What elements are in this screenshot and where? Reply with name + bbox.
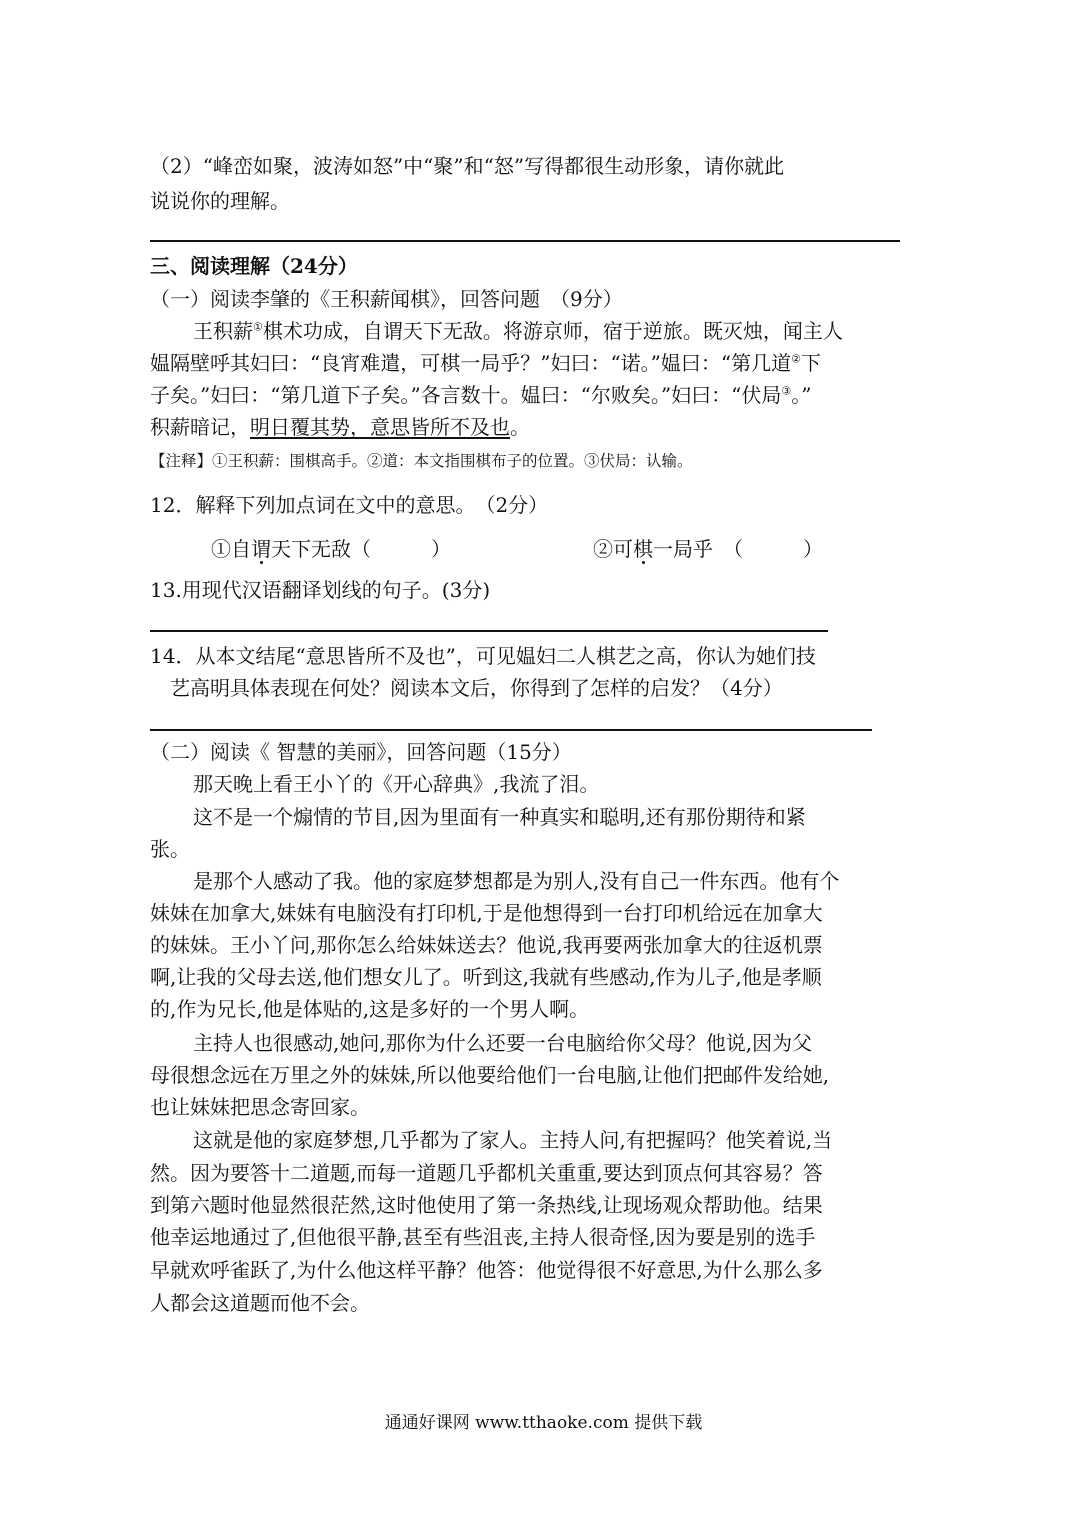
passage-2-line: 母很想念远在万里之外的妹妹,所以他要给他们一台电脑,让他们把邮件发给她, [150, 1063, 830, 1087]
passage-2-line: 那天晚上看王小丫的《开心辞典》,我流了泪。 [193, 772, 600, 796]
passage-1-line-4: 积薪暗记，明日覆其势，意思皆所不及也。 [150, 415, 530, 439]
passage-2-line: 主持人也很感动,她问,那你为什么还要一台电脑给你父母？他说,因为父 [193, 1031, 813, 1055]
annotation-note: 【注释】①王积薪：围棋高手。②道：本文指围棋布子的位置。③伏局：认输。 [150, 452, 693, 470]
question-12-item-2: ②可棋一局乎 （ ） [593, 537, 823, 561]
passage-2-line: 啊,让我的父母去送,他们想女儿了。听到这,我就有些感动,作为儿子,他是孝顺 [150, 965, 822, 989]
question-12-item-1: ①自谓天下无敌（ ） [211, 537, 451, 561]
part-1-title: （一）阅读李肇的《王积薪闻棋》，回答问题 （9分） [150, 287, 623, 311]
passage-1-line-1: 王积薪①棋术功成，自谓天下无敌。将游京师，宿于逆旅。既灭烛，闻主人 [193, 319, 843, 343]
passage-2-line: 人都会这道题而他不会。 [150, 1291, 370, 1315]
passage-2-line: 到第六题时他显然很茫然,这时他使用了第一条热线,让现场观众帮助他。结果 [150, 1193, 823, 1217]
passage-1-line-3: 子矣。”妇曰：“第几道下子矣。”各言数十。媪曰：“尔败矣。”妇曰：“伏局③。” [150, 383, 812, 407]
question-14-line-1: 14．从本文结尾“意思皆所不及也”，可见媪妇二人棋艺之高，你认为她们技 [150, 644, 816, 668]
passage-2-line: 的,作为兄长,他是体贴的,这是多好的一个男人啊。 [150, 997, 590, 1021]
question-14-line-2: 艺高明具体表现在何处？阅读本文后，你得到了怎样的启发？（4分） [170, 676, 783, 700]
underlined-sentence: 明日覆其势，意思皆所不及也 [250, 415, 510, 439]
passage-2-line: 的妹妹。王小丫问,那你怎么给妹妹送去？他说,我再要两张加拿大的往返机票 [150, 933, 823, 957]
section-3-title: 三、阅读理解（24分） [150, 254, 358, 278]
passage-2-line: 然。因为要答十二道题,而每一道题几乎都机关重重,要达到顶点何其容易？答 [150, 1161, 823, 1185]
answer-line-q14 [150, 729, 872, 731]
passage-2-line: 是那个人感动了我。他的家庭梦想都是为别人,没有自己一件东西。他有个 [193, 869, 840, 893]
passage-2-line: 他幸运地通过了,但他很平静,甚至有些沮丧,主持人很奇怪,因为要是别的选手 [150, 1225, 816, 1249]
answer-line-q2 [150, 240, 900, 242]
dotted-char-1: 谓 [251, 537, 271, 561]
question-2-line-1: （2）“峰峦如聚，波涛如怒”中“聚”和“怒”写得都很生动形象，请你就此 [150, 154, 785, 178]
footer-credit: 通通好课网 www.tthaoke.com 提供下载 [384, 1413, 703, 1433]
passage-2-line: 张。 [150, 837, 190, 861]
passage-2-line: 早就欢呼雀跃了,为什么他这样平静？他答：他觉得很不好意思,为什么那么多 [150, 1258, 823, 1282]
passage-2-line: 也让妹妹把思念寄回家。 [150, 1095, 370, 1119]
answer-line-q13 [150, 630, 828, 632]
question-2-line-2: 说说你的理解。 [150, 189, 290, 213]
question-12-title: 12．解释下列加点词在文中的意思。 （2分） [150, 493, 549, 517]
passage-2-line: 妹妹在加拿大,妹妹有电脑没有打印机,于是他想得到一台打印机给远在加拿大 [150, 901, 823, 925]
dotted-char-2: 棋 [633, 537, 653, 561]
passage-2-line: 这不是一个煽情的节目,因为里面有一种真实和聪明,还有那份期待和紧 [193, 805, 806, 829]
part-2-title: （二）阅读《 智慧的美丽》，回答问题（15分） [150, 740, 572, 764]
passage-1-line-2: 媪隔壁呼其妇曰：“良宵难遣，可棋一局乎？”妇曰：“诺。”媪曰：“第几道②下 [150, 351, 821, 375]
passage-2-line: 这就是他的家庭梦想,几乎都为了家人。主持人问,有把握吗？他笑着说,当 [193, 1128, 833, 1152]
question-13-title: 13.用现代汉语翻译划线的句子。(3分) [150, 578, 491, 602]
